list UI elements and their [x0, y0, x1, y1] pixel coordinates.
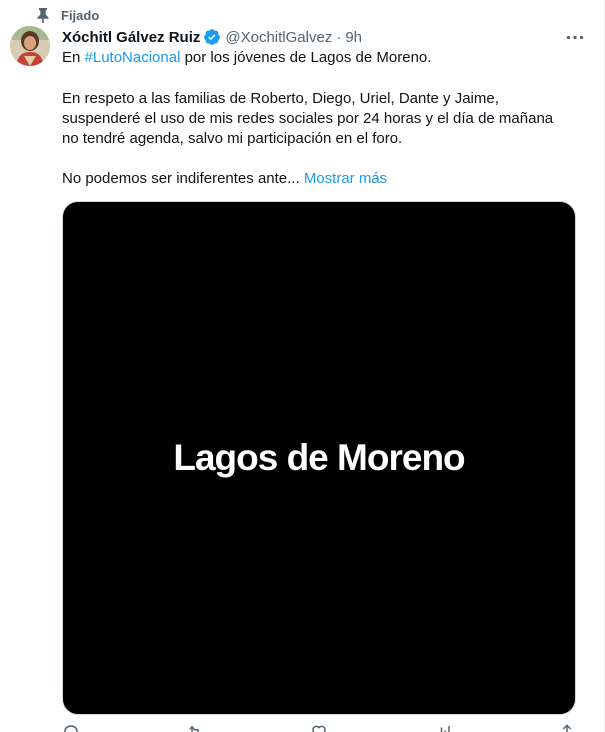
tweet-text-para2-line2: suspenderé el uso de mis redes sociales por 24 horas y el día de mañana — [62, 110, 554, 127]
avatar[interactable] — [10, 26, 50, 66]
text-suffix: por los jóvenes de Lagos de Moreno. — [180, 49, 432, 66]
more-options-button[interactable] — [564, 28, 586, 46]
pin-icon — [36, 7, 50, 23]
tweet-text-para2-line1: En respeto a las familias de Roberto, Diego, Uriel, Dante y Jaime, — [62, 90, 499, 107]
like-button[interactable] — [310, 723, 328, 732]
separator-dot: · — [336, 28, 342, 46]
reply-icon — [62, 723, 80, 732]
views-button[interactable] — [434, 723, 452, 732]
tweet-timestamp[interactable]: 9h — [345, 28, 362, 46]
pinned-indicator — [36, 6, 99, 24]
author-handle[interactable]: @XochitlGalvez — [225, 28, 333, 46]
verified-badge-icon[interactable] — [203, 28, 221, 46]
heart-icon — [310, 723, 328, 732]
views-icon — [434, 723, 452, 732]
share-button[interactable] — [558, 723, 576, 732]
show-more-link[interactable]: Mostrar más — [303, 170, 388, 187]
text-prefix: En — [62, 49, 85, 66]
hashtag-link[interactable]: #LutoNacional — [84, 49, 181, 66]
reply-button[interactable] — [62, 723, 80, 732]
author-name[interactable]: Xóchitl Gálvez Ruiz — [62, 28, 201, 46]
retweet-button[interactable] — [186, 723, 204, 732]
tweet-actions — [62, 722, 576, 732]
tweet-text-line1 — [62, 48, 431, 68]
truncated-text: No podemos ser indiferentes ante... — [62, 170, 300, 187]
retweet-icon — [186, 723, 204, 732]
more-icon — [566, 35, 584, 40]
share-icon — [558, 723, 576, 732]
tweet-text-para3 — [62, 169, 387, 189]
tweet-header — [62, 27, 362, 47]
media-caption-text: Lagos de Moreno — [173, 437, 465, 478]
tweet-text-para2-line3: no tendré agenda, salvo mi participación en el foro. — [62, 130, 403, 147]
tweet-media-image[interactable] — [62, 201, 576, 715]
pinned-label: Fijado — [61, 7, 100, 23]
